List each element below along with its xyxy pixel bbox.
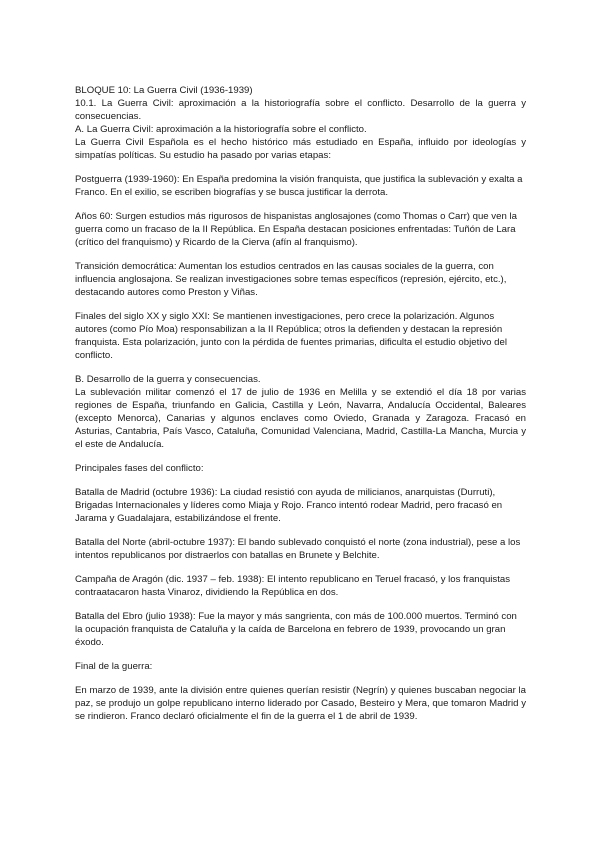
part-b-intro: La sublevación militar comenzó el 17 de julio de 1936 en Melilla y se extendió el día 18 por varias regiones de España, triunfando en Galicia, Castilla y León, Navarra, Andalucía Occidental, Baleares (excepto Menorca), Canarias y algunos enclaves como Oviedo, Granada y Zaragoza. Fracasó en Asturias, Cantabria, País Vasco, Cataluña, Comunidad Valenciana, Madrid, Castilla-La Mancha, Murcia y el este de Andalucía. (75, 387, 526, 450)
phase-paragraph: Campaña de Aragón (dic. 1937 – feb. 1938): El intento republicano en Teruel fracasó, y los franquistas contraatacaron hasta Vinaroz, dividiendo la República en dos. (75, 574, 511, 598)
block-title: BLOQUE 10: La Guerra Civil (1936-1939) (75, 85, 253, 96)
section-title: 10.1. La Guerra Civil: aproximación a la historiografía sobre el conflicto. Desarrollo de la guerra y consecuencias. (75, 98, 526, 122)
end-heading: Final de la guerra: (75, 661, 153, 672)
stage-paragraph: Años 60: Surgen estudios más rigurosos de hispanistas anglosajones (como Thomas o Carr) que ven la guerra como un fracaso de la II República. En España destacan posiciones enfrentadas: Tuñón de Lara (crítico del franquismo) y Ricardo de la Cierva (afín al franquismo). (75, 211, 517, 248)
phase-paragraph: Batalla del Norte (abril-octubre 1937): El bando sublevado conquistó el norte (zona industrial), pese a los intentos republicanos por distraerlos con batallas en Brunete y Belchite. (75, 537, 521, 561)
part-b-title: B. Desarrollo de la guerra y consecuencias. (75, 374, 261, 385)
stage-paragraph: Transición democrática: Aumentan los estudios centrados en las causas sociales de la guerra, con influencia anglosajona. Se realizan investigaciones sobre temas específicos (represión, ejército, etc.), destacando autores como Preston y Viñas. (75, 261, 507, 298)
stage-paragraph: Postguerra (1939-1960): En España predomina la visión franquista, que justifica la sublevación y exalta a Franco. En el exilio, se escriben biografías y se busca justificar la derrota. (75, 174, 523, 198)
part-a-intro: La Guerra Civil Española es el hecho histórico más estudiado en España, influido por ideologías y simpatías políticas. Su estudio ha pasado por varias etapas: (75, 137, 526, 161)
phases-heading: Principales fases del conflicto: (75, 463, 204, 474)
part-a-title: A. La Guerra Civil: aproximación a la historiografía sobre el conflicto. (75, 124, 367, 135)
end-paragraph: En marzo de 1939, ante la división entre quienes querían resistir (Negrín) y quienes buscaban negociar la paz, se produjo un golpe republicano interno liderado por Casado, Besteiro y Mera, que tomaron Madrid y se rindieron. Franco declaró oficialmente el fin de la guerra el 1 de abril de 1939. (75, 685, 526, 722)
phase-paragraph: Batalla de Madrid (octubre 1936): La ciudad resistió con ayuda de milicianos, anarquistas (Durruti), Brigadas Internacionales y líderes como Miaja y Rojo. Franco intentó rodear Madrid, pero fracasó en Jarama y Guadalajara, estabilizándose el frente. (75, 487, 503, 524)
stage-paragraph: Finales del siglo XX y siglo XXI: Se mantienen investigaciones, pero crece la polarización. Algunos autores (como Pío Moa) responsabilizan a la II República; otros la defienden y destacan la represión franquista. Esta polarización, junto con la pérdida de fuentes primarias, dificulta el estudio objetivo del conflicto. (75, 311, 507, 361)
phase-paragraph: Batalla del Ebro (julio 1938): Fue la mayor y más sangrienta, con más de 100.000 muertos. Terminó con la ocupación franquista de Cataluña y la caída de Barcelona en febrero de 1939, provocando un gran éxodo. (75, 611, 517, 648)
